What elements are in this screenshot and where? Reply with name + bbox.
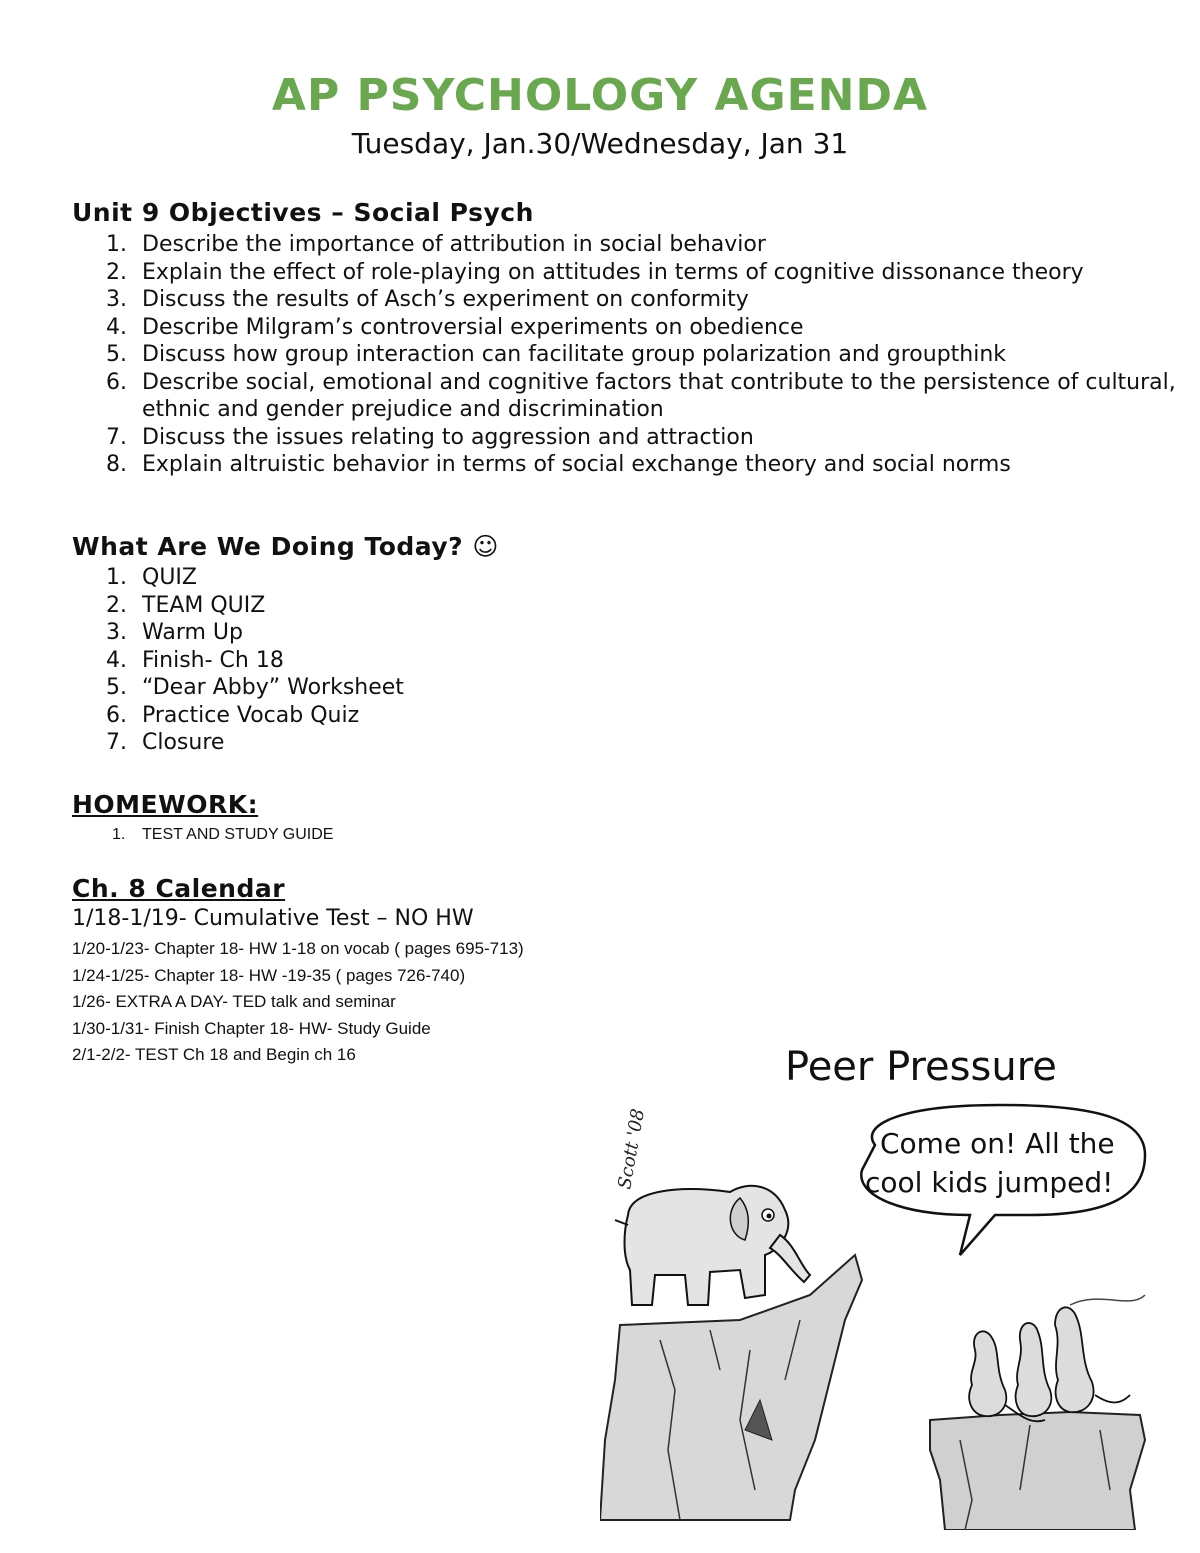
objective-text: Discuss how group interaction can facilitate group polarization and groupthink: [142, 342, 1007, 367]
list-item: 8. Explain altruistic behavior in terms of social exchange theory and social norms: [106, 452, 1011, 477]
page-title: AP PSYCHOLOGY AGENDA: [271, 70, 929, 121]
list-item: 4. Describe Milgram’s controversial experiments on obedience: [106, 314, 804, 340]
today-item-text: Warm Up: [142, 620, 243, 645]
list-item: 6. Practice Vocab Quiz: [106, 702, 360, 728]
today-item-text: Practice Vocab Quiz: [142, 702, 360, 728]
right-cliff: [930, 1412, 1145, 1530]
objective-text: Discuss the results of Asch’s experiment on conformity: [142, 287, 749, 312]
elephant: [615, 1186, 810, 1305]
cartoon-title: Peer Pressure: [785, 1044, 1057, 1090]
list-item: 1. QUIZ: [106, 565, 197, 590]
objective-text: Explain the effect of role-playing on attitudes in terms of cognitive dissonance theory: [142, 259, 1084, 285]
objective-text: Describe the importance of attribution in social behavior: [142, 232, 766, 257]
speech-line-2: cool kids jumped!: [865, 1166, 1114, 1199]
objectives-list: [72, 231, 1192, 479]
objective-text: Discuss the issues relating to aggression and attraction: [142, 424, 754, 450]
list-item: 4. Finish- Ch 18: [106, 647, 284, 673]
list-item: 1. Describe the importance of attribution in social behavior: [106, 232, 766, 257]
homework-list: [72, 824, 333, 846]
calendar-line: 1/30-1/31- Finish Chapter 18- HW- Study Guide: [72, 1018, 431, 1038]
list-item: 5. “Dear Abby” Worksheet: [106, 675, 404, 700]
homework-item-text: TEST AND STUDY GUIDE: [142, 826, 334, 843]
list-item: 3. Discuss the results of Asch’s experiment on conformity: [106, 287, 749, 312]
objective-text: Describe Milgram’s controversial experiments on obedience: [142, 314, 804, 340]
today-item-text: Closure: [142, 730, 225, 755]
today-item-text: QUIZ: [142, 565, 197, 590]
list-item: 7. Closure: [106, 730, 225, 755]
calendar-line: 1/26- EXTRA A DAY- TED talk and seminar: [72, 992, 396, 1011]
objective-text: Explain altruistic behavior in terms of social exchange theory and social norms: [142, 452, 1011, 477]
objectives-heading: Unit 9 Objectives – Social Psych: [72, 198, 534, 227]
homework-heading: HOMEWORK:: [72, 790, 259, 819]
calendar-line: 1/24-1/25- Chapter 18- HW -19-35 ( pages 726-740): [72, 965, 466, 985]
calendar-line: 2/1-2/2- TEST Ch 18 and Begin ch 16: [72, 1045, 356, 1064]
calendar-heading: Ch. 8 Calendar: [72, 874, 286, 903]
list-item: 2. Explain the effect of role-playing on attitudes in terms of cognitive dissonance theory: [106, 259, 1084, 285]
calendar-first-line: 1/18-1/19- Cumulative Test – NO HW: [72, 906, 474, 931]
page-subtitle-date: Tuesday, Jan.30/Wednesday, Jan 31: [351, 127, 849, 160]
cartoon-signature: Scott '08: [614, 1107, 650, 1191]
kangaroos: [969, 1307, 1130, 1421]
today-item-text: Finish- Ch 18: [142, 647, 284, 673]
list-item: 2. TEAM QUIZ: [106, 592, 266, 618]
today-item-text: “Dear Abby” Worksheet: [142, 675, 404, 700]
calendar-line: 1/20-1/23- Chapter 18- HW 1-18 on vocab ( pages 695-713): [72, 939, 524, 958]
today-item-text: TEAM QUIZ: [142, 592, 266, 618]
today-heading: What Are We Doing Today? ☺: [72, 532, 499, 561]
peer-pressure-cartoon: [600, 1020, 1160, 1530]
calendar-list: [72, 936, 524, 1069]
list-item: 6. Describe social, emotional and cognitive factors that contribute to the persistence of cultural, ethnic and gender prejudice and discrimination: [106, 369, 1176, 422]
list-item: 7. Discuss the issues relating to aggression and attraction: [106, 424, 754, 450]
list-item: 5. Discuss how group interaction can facilitate group polarization and groupthink: [106, 342, 1007, 367]
list-item: 3. Warm Up: [106, 620, 243, 645]
list-item: 1. TEST AND STUDY GUIDE: [112, 826, 334, 843]
today-list: [72, 564, 1192, 757]
speech-line-1: Come on! All the: [880, 1127, 1115, 1160]
objective-text: Describe social, emotional and cognitive factors that contribute to the persistence of cultural, ethnic and gender prejudice and discrimination: [142, 369, 1176, 422]
